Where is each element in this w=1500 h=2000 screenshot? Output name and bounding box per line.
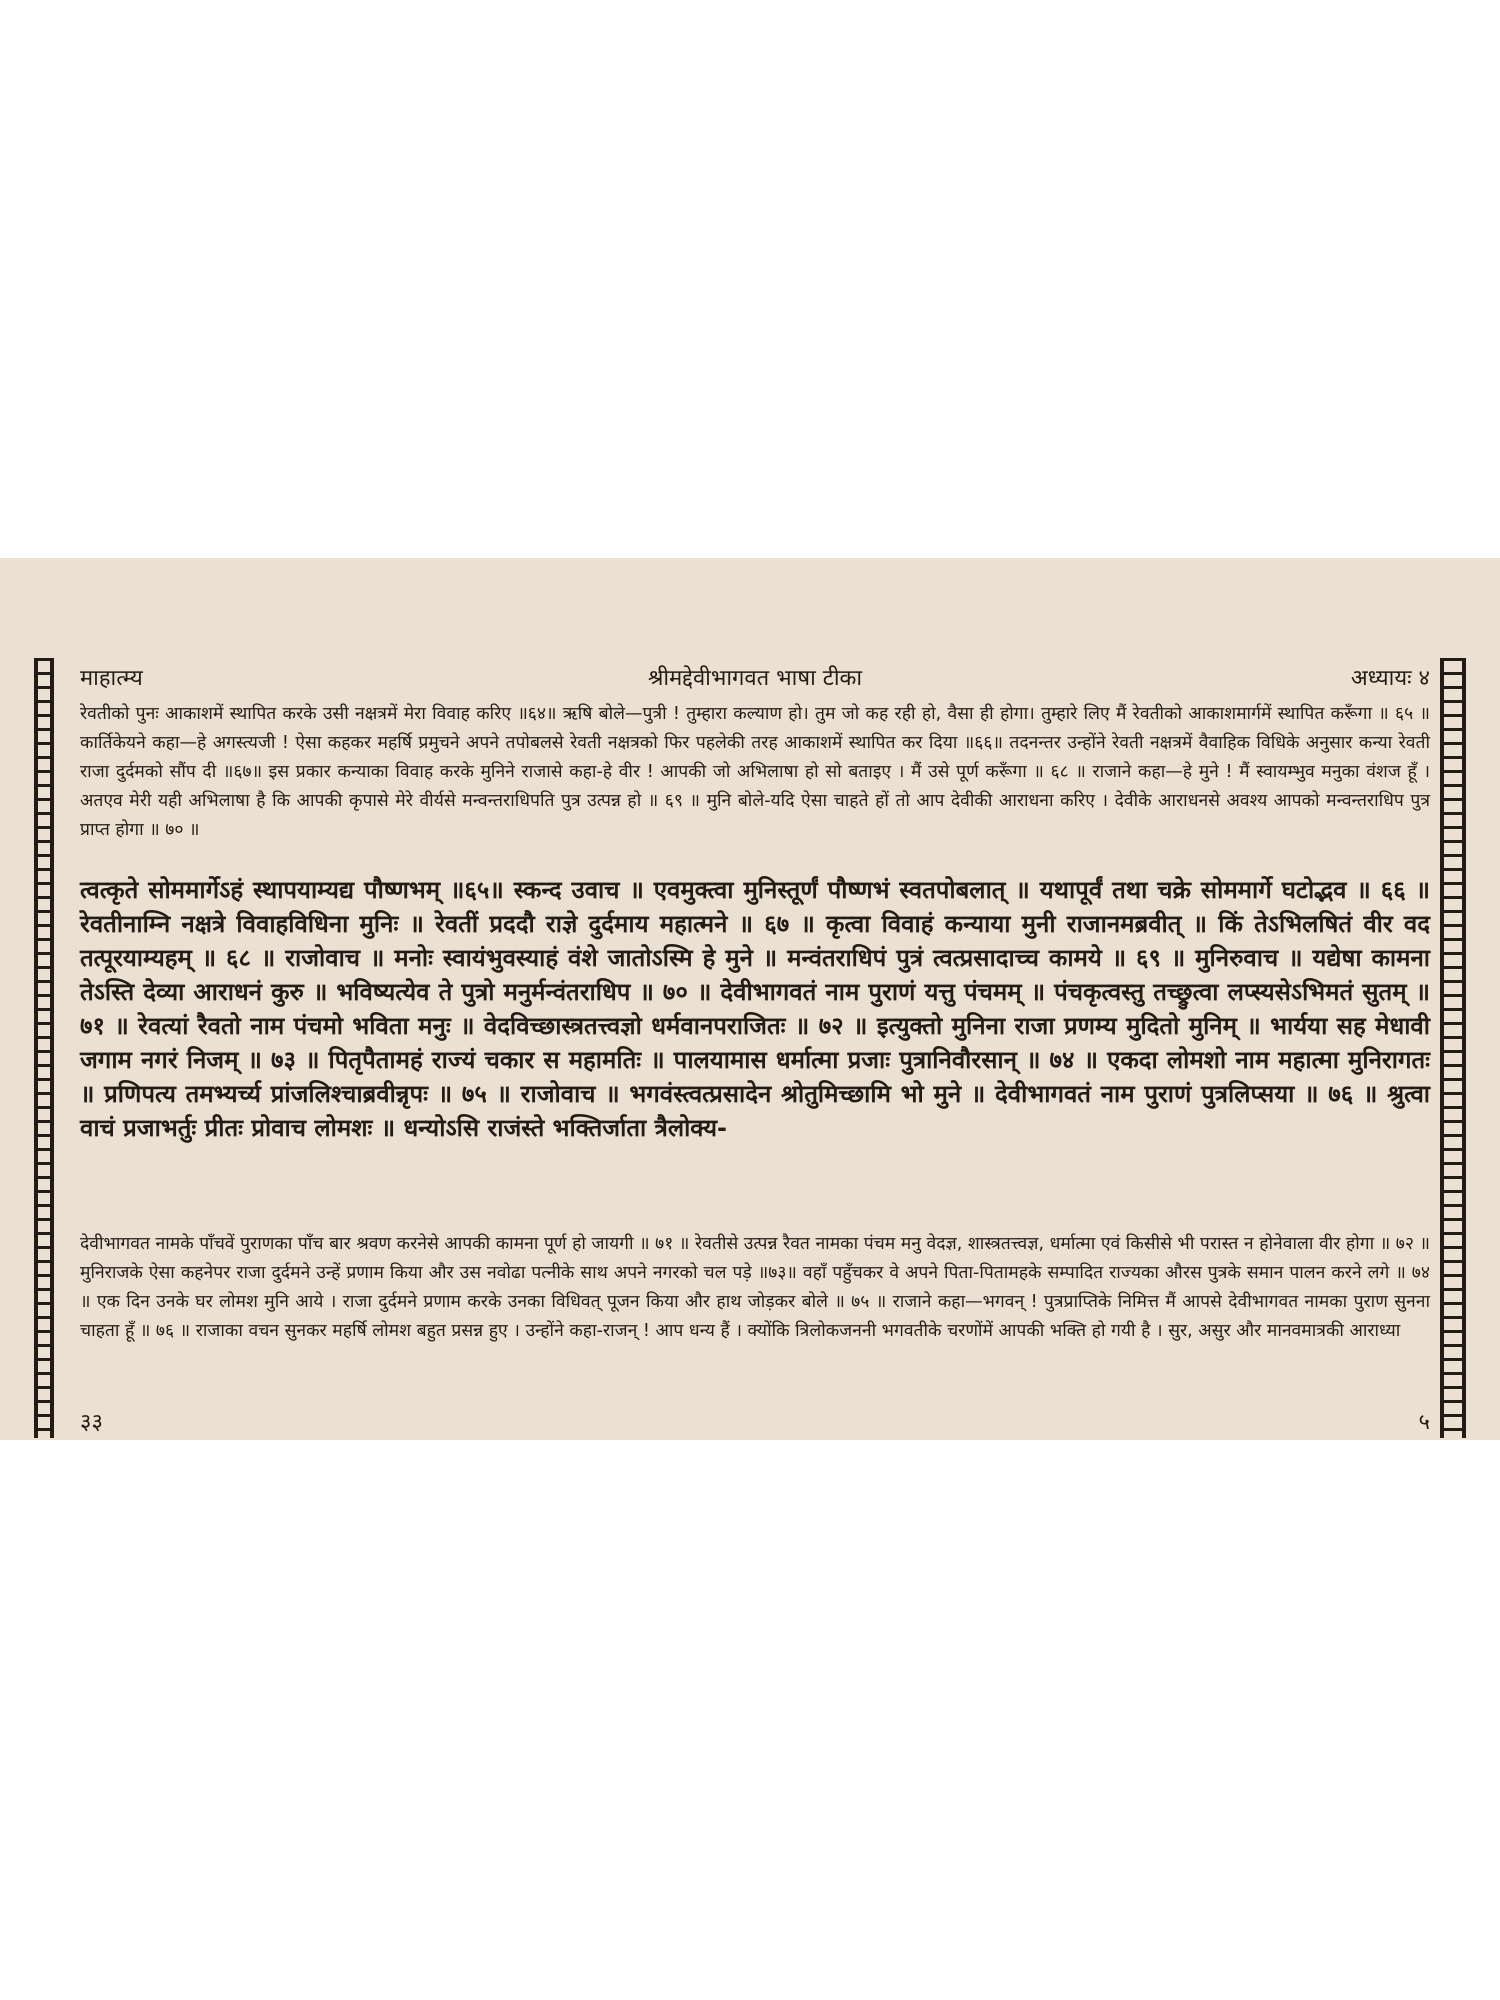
right-ornamental-border	[1440, 658, 1466, 1438]
header-book-title: श्रीमद्देवीभागवत भाषा टीका	[647, 666, 863, 691]
sanskrit-verses: त्वत्कृते सोममार्गेऽहं स्थापयाम्यद्य पौष्णभम् ॥६५॥ स्कन्द उवाच ॥ एवमुक्त्वा मुनिस्तूर्णं पौष्णभं स्वतपोबलात् ॥ यथापूर्वं तथा चक्रे सोममार्गे घटोद्भव ॥ ६६ ॥ रेवतीनाम्नि नक्षत्रे विवाहविधिना मुनिः ॥ रेवतीं प्रददौ राज्ञे दुर्दमाय महात्मने ॥ ६७ ॥ कृत्वा विवाहं कन्याया मुनी राजानमब्रवीत् ॥ किं तेऽभिलषितं वीर वद तत्पूरयाम्यहम् ॥ ६८ ॥ राजोवाच ॥ मनोः स्वायंभुवस्याहं वंशे जातोऽस्मि हे मुने ॥ मन्वंतराधिपं पुत्रं त्वत्प्रसादाच्च कामये ॥ ६९ ॥ मुनिरुवाच ॥ यद्येषा कामना तेऽस्ति देव्या आराधनं कुरु ॥ भविष्यत्येव ते पुत्रो मनुर्मन्वंतराधिप ॥ ७० ॥ देवीभागवतं नाम पुराणं यत्तु पंचमम् ॥ पंचकृत्वस्तु तच्छ्रुत्वा लप्स्यसेऽभिमतं सुतम् ॥ ७१ ॥ रेवत्यां रैवतो नाम पंचमो भविता मनुः ॥ वेदविच्छास्त्रतत्त्वज्ञो धर्मवानपराजितः ॥ ७२ ॥ इत्युक्तो मुनिना राजा प्रणम्य मुदितो मुनिम् ॥ भार्यया सह मेधावी जगाम नगरं निजम् ॥ ७३ ॥ पितृपैतामहं राज्यं चकार स महामतिः ॥ पालयामास धर्मात्मा प्रजाः पुत्रानिवौरसान् ॥ ७४ ॥ एकदा लोमशो नाम महात्मा मुनिरागतः ॥ प्रणिपत्य तमभ्यर्च्य प्रांजलिश्चाब्रवीन्नृपः ॥ ७५ ॥ राजोवाच ॥ भगवंस्त्वत्प्रसादेन श्रोतुमिच्छामि भो मुने ॥ देवीभागवतं नाम पुराणं पुत्रलिप्सया ॥ ७६ ॥ श्रुत्वा वाचं प्रजाभर्तुः प्रीतः प्रोवाच लोमशः ॥ धन्योऽसि राजंस्ते भक्तिर्जाता त्रैलोक्य-	[80, 876, 1430, 1142]
book-page	[0, 558, 1500, 1440]
page-header	[80, 662, 1430, 696]
header-section-title: माहात्म्य	[80, 666, 143, 691]
footer-page-number-left: ३३	[80, 1410, 103, 1435]
header-chapter: अध्यायः ४	[1350, 666, 1430, 691]
footer-page-number-right: ५	[1418, 1410, 1430, 1435]
left-ornamental-border	[34, 658, 54, 1438]
commentary-bottom: देवीभागवत नामके पाँचवें पुराणका पाँच बार श्रवण करनेसे आपकी कामना पूर्ण हो जायगी ॥ ७१ ॥ रेवतीसे उत्पन्न रैवत नामका पंचम मनु वेदज्ञ, शास्त्रतत्त्वज्ञ, धर्मात्मा एवं किसीसे भी परास्त न होनेवाला वीर होगा ॥ ७२ ॥ मुनिराजके ऐसा कहनेपर राजा दुर्दमने उन्हें प्रणाम किया और उस नवोढा पत्नीके साथ अपने नगरको चल पड़े ॥७३॥ वहाँ पहुँचकर वे अपने पिता-पितामहके सम्पादित राज्यका औरस पुत्रके समान पालन करने लगे ॥ ७४ ॥ एक दिन उनके घर लोमश मुनि आये । राजा दुर्दमने प्रणाम करके उनका विधिवत् पूजन किया और हाथ जोड़कर बोले ॥ ७५ ॥ राजाने कहा—भगवन् ! पुत्रप्राप्तिके निमित्त मैं आपसे देवीभागवत नामका पुराण सुनना चाहता हूँ ॥ ७६ ॥ राजाका वचन सुनकर महर्षि लोमश बहुत प्रसन्न हुए । उन्होंने कहा-राजन् ! आप धन्य हैं । क्योंकि त्रिलोकजननी भगवतीके चरणोंमें आपकी भक्ति हो गयी है । सुर, असुर और मानवमात्रकी आराध्या	[80, 1234, 1430, 1341]
commentary-top: रेवतीको पुनः आकाशमें स्थापित करके उसी नक्षत्रमें मेरा विवाह करिए ॥६४॥ ऋषि बोले—पुत्री ! तुम्हारा कल्याण हो। तुम जो कह रही हो, वैसा ही होगा। तुम्हारे लिए मैं रेवतीको आकाशमार्गमें स्थापित करूँगा ॥ ६५ ॥ कार्तिकेयने कहा—हे अगस्त्यजी ! ऐसा कहकर महर्षि प्रमुचने अपने तपोबलसे रेवती नक्षत्रको फिर पहलेकी तरह आकाशमें स्थापित कर दिया ॥६६॥ तदनन्तर उन्होंने रेवती नक्षत्रमें वैवाहिक विधिके अनुसार कन्या रेवती राजा दुर्दमको सौंप दी ॥६७॥ इस प्रकार कन्याका विवाह करके मुनिने राजासे कहा-हे वीर ! आपकी जो अभिलाषा हो सो बताइए । मैं उसे पूर्ण करूँगा ॥ ६८ ॥ राजाने कहा—हे मुने ! मैं स्वायम्भुव मनुका वंशज हूँ । अतएव मेरी यही अभिलाषा है कि आपकी कृपासे मेरे वीर्यसे मन्वन्तराधिपति पुत्र उत्पन्न हो ॥ ६९ ॥ मुनि बोले-यदि ऐसा चाहते हों तो आप देवीकी आराधना करिए । देवीके आराधनसे अवश्य आपको मन्वन्तराधिप पुत्र प्राप्त होगा ॥ ७० ॥	[80, 704, 1430, 840]
page-footer	[80, 1406, 1430, 1438]
